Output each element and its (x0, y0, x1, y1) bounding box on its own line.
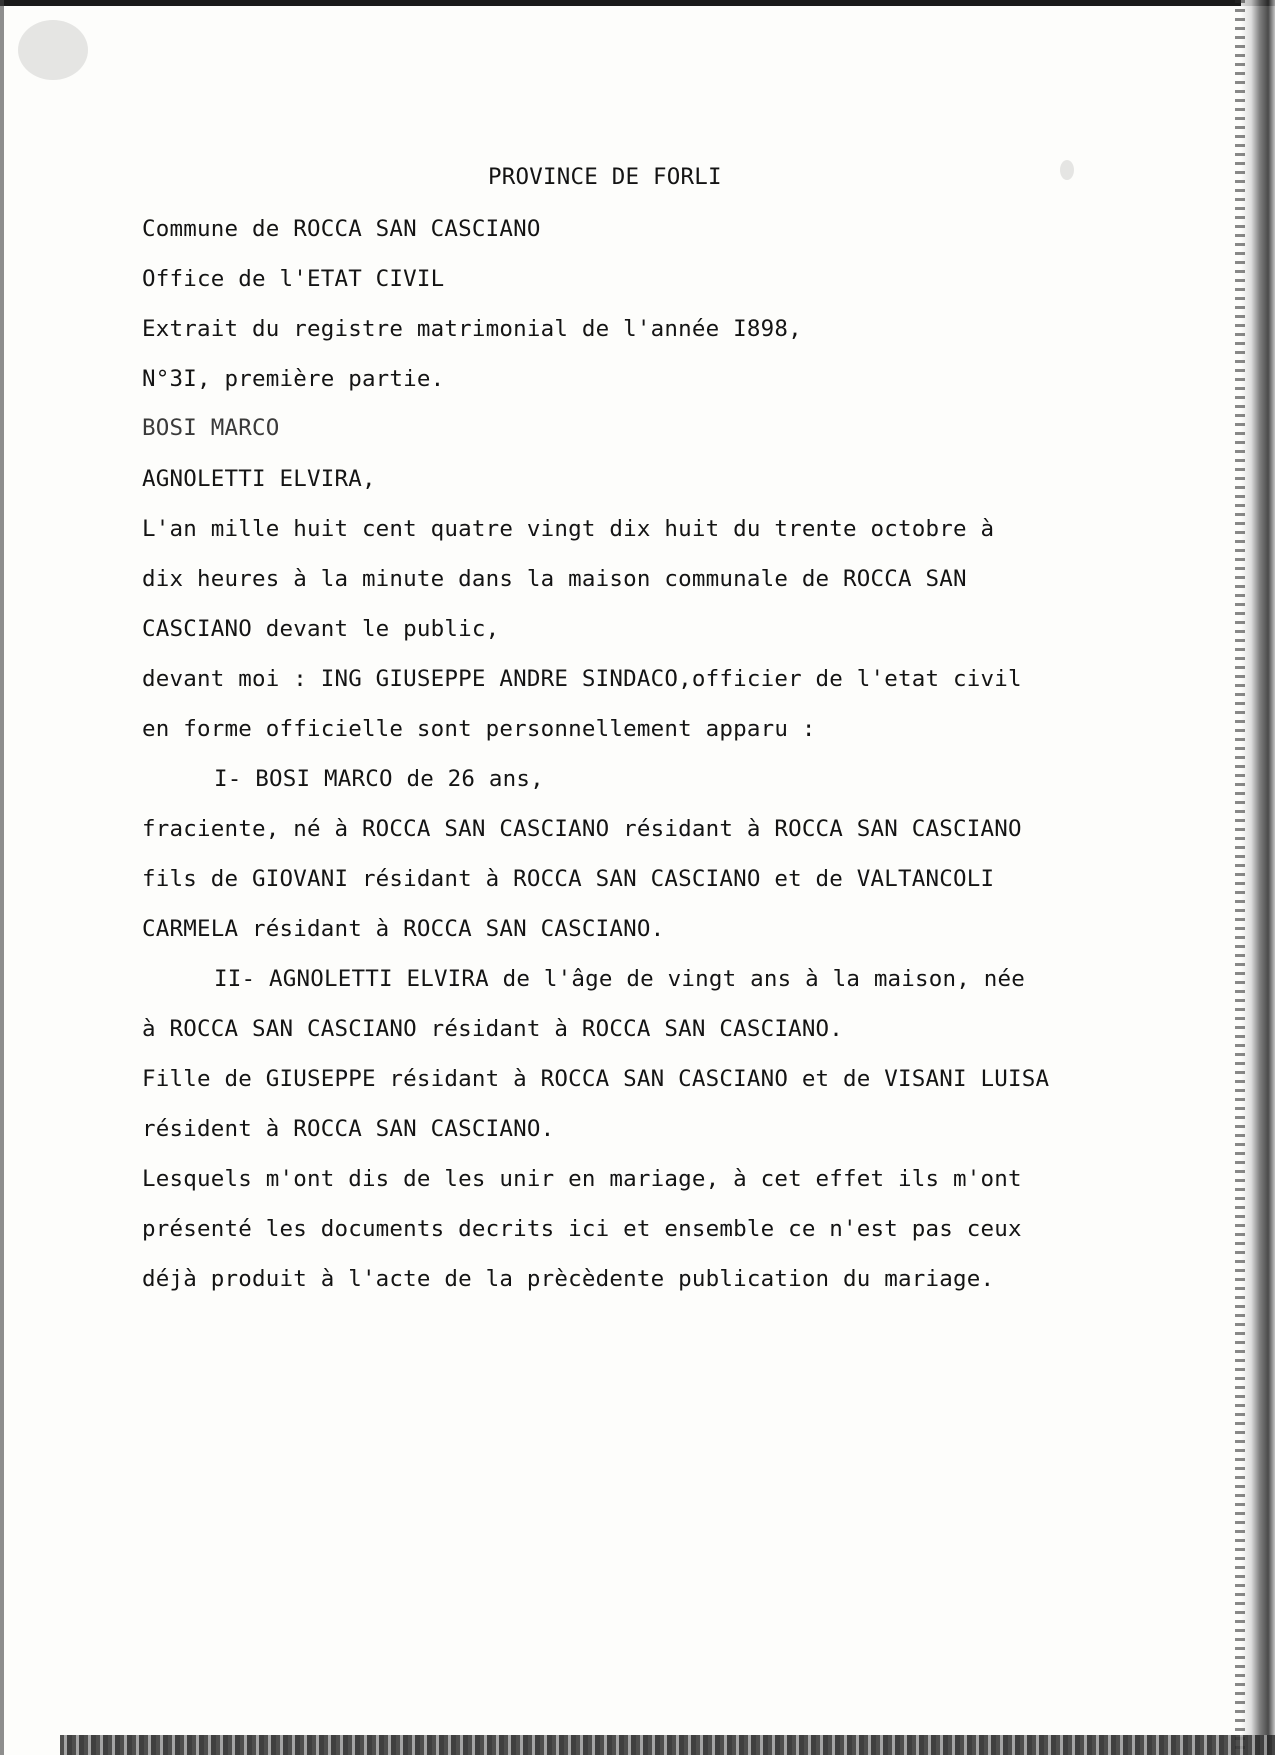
document-line-9: CASCIANO devant le public, (142, 616, 500, 642)
scan-edge-top (0, 0, 1275, 6)
scan-edge-right (1241, 0, 1275, 1755)
document-line-6: AGNOLETTI ELVIRA, (142, 466, 376, 492)
document-line-21: présenté les documents decrits ici et ensemble ce n'est pas ceux (142, 1216, 1022, 1242)
scan-smudge (1060, 160, 1074, 180)
scan-smudge (18, 20, 88, 80)
document-line-3: Extrait du registre matrimonial de l'année I898, (142, 316, 802, 342)
document-line-12: I- BOSI MARCO de 26 ans, (214, 766, 544, 792)
document-line-11: en forme officielle sont personnellement apparu : (142, 716, 816, 742)
scan-edge-left (0, 0, 4, 1755)
document-line-15: CARMELA résidant à ROCCA SAN CASCIANO. (142, 916, 665, 942)
scan-edge-bottom (60, 1735, 1275, 1755)
document-line-18: Fille de GIUSEPPE résidant à ROCCA SAN CASCIANO et de VISANI LUISA (142, 1066, 1050, 1092)
document-line-14: fils de GIOVANI résidant à ROCCA SAN CASCIANO et de VALTANCOLI (142, 866, 995, 892)
document-line-7: L'an mille huit cent quatre vingt dix huit du trente octobre à (142, 516, 995, 542)
document-line-16: II- AGNOLETTI ELVIRA de l'âge de vingt ans à la maison, née (214, 966, 1026, 992)
document-line-20: Lesquels m'ont dis de les unir en mariage, à cet effet ils m'ont (142, 1166, 1022, 1192)
document-line-1: Commune de ROCCA SAN CASCIANO (142, 216, 541, 242)
document-line-13: fraciente, né à ROCCA SAN CASCIANO résidant à ROCCA SAN CASCIANO (142, 816, 1022, 842)
document-line-8: dix heures à la minute dans la maison communale de ROCCA SAN (142, 566, 967, 592)
document-line-4: N°3I, première partie. (142, 366, 445, 392)
document-line-5: BOSI MARCO (142, 415, 280, 441)
document-header: PROVINCE DE FORLI (488, 164, 722, 190)
document-line-10: devant moi : ING GIUSEPPE ANDRE SINDACO,officier de l'etat civil (142, 666, 1022, 692)
document-line-2: Office de l'ETAT CIVIL (142, 266, 445, 292)
document-line-17: à ROCCA SAN CASCIANO résidant à ROCCA SAN CASCIANO. (142, 1016, 844, 1042)
document-line-22: déjà produit à l'acte de la prècèdente publication du mariage. (142, 1266, 995, 1292)
scan-edge-speckle (1235, 0, 1245, 1755)
document-line-19: résident à ROCCA SAN CASCIANO. (142, 1116, 555, 1142)
